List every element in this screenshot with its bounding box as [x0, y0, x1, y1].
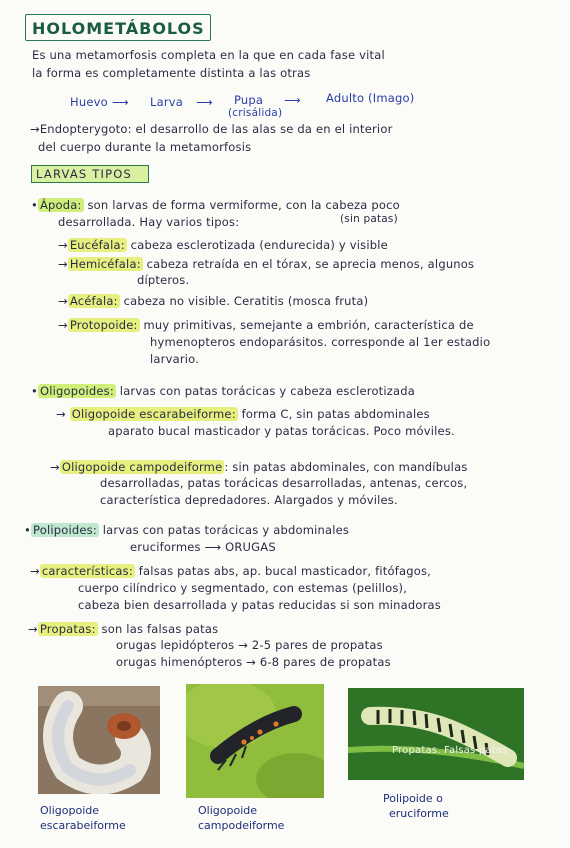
eucefala-label: Eucéfala:	[69, 238, 125, 252]
hemicefala-line-2: dípteros.	[137, 273, 190, 287]
page-title	[25, 14, 211, 41]
pro-line: → Propatas: son las falsas patas	[28, 622, 219, 636]
esc-label: Oligopoide escarabeiforme:	[71, 407, 236, 421]
poli-line: • Polipoides: larvas con patas torácicas y abdominales	[24, 523, 350, 537]
photo-escarabeiforme	[38, 686, 160, 794]
oligo-line: • Oligopoides: larvas con patas torácicas y cabeza esclerotizada	[31, 384, 416, 398]
intro-line-1: Es una metamorfosis completa en la que en cada fase vital	[32, 48, 385, 62]
intro-line-2: la forma es completamente distinta a las otras	[32, 66, 311, 80]
caterpillar-illustration	[348, 688, 524, 780]
caption-line: Polipoide o	[383, 792, 443, 805]
esc-text: forma C, sin patas abdominales	[237, 407, 430, 421]
poli-label: Polipoides:	[32, 523, 97, 537]
endo-line-2: del cuerpo durante la metamorfosis	[38, 140, 252, 154]
caption-eruciforme	[383, 791, 449, 821]
camp-line-3: característica depredadores. Alargados y móviles.	[100, 493, 398, 507]
oligo-text: larvas con patas torácicas y cabeza esclerotizada	[115, 384, 416, 398]
caption-escarabeiforme	[40, 803, 126, 833]
endo-line-1: →Endopterygoto: el desarrollo de las alas se da en el interior	[30, 122, 393, 136]
caption-line: Oligopoide	[198, 804, 258, 817]
photo-campodeiforme	[186, 684, 324, 798]
esc-line: → Oligopoide escarabeiforme: forma C, sin patas abdominales	[56, 407, 430, 421]
car-line-2: cuerpo cilíndrico y segmentado, con estemas (pelillos),	[78, 581, 408, 595]
protopoide-text: muy primitivas, semejante a embrión, característica de	[139, 318, 474, 332]
pro-line-2: orugas lepidópteros → 2-5 pares de propatas	[116, 638, 383, 652]
poli-text: larvas con patas torácicas y abdominales	[98, 523, 350, 537]
camp-line-2: desarrolladas, patas torácicas desarrolladas, antenas, cercos,	[100, 476, 468, 490]
caption-line: Oligopoide	[40, 804, 100, 817]
caption-line: eruciforme	[389, 807, 449, 820]
camp-label: Oligopoide campodeiforme	[61, 460, 223, 474]
protopoide-line-3: larvario.	[150, 352, 200, 366]
acefala-line: → Acéfala: cabeza no visible. Ceratitis (mosca fruta)	[58, 294, 369, 308]
protopoide-label: Protopoide:	[69, 318, 138, 332]
stage-huevo: Huevo	[70, 95, 108, 109]
car-text: falsas patas abs, ap. bucal masticador, fitófagos,	[134, 564, 432, 578]
stage-crisalida: (crisálida)	[228, 107, 283, 119]
bullet: •	[31, 198, 38, 212]
esc-line-2: aparato bucal masticador y patas torácicas. Poco móviles.	[108, 424, 455, 438]
section-heading-text: LARVAS TIPOS	[36, 167, 132, 181]
eucefala-text: cabeza esclerotizada (endurecida) y visible	[126, 238, 388, 252]
page-title-text: HOLOMETÁBOLOS	[32, 19, 205, 38]
apoda-sinpatas: (sin patas)	[340, 213, 398, 225]
camp-text: : sin patas abdominales, con mandíbulas	[224, 460, 468, 474]
acefala-label: Acéfala:	[69, 294, 118, 308]
hemicefala-text: cabeza retraída en el tórax, se aprecia menos, algunos	[142, 257, 475, 271]
car-line-3: cabeza bien desarrollada y patas reducidas si son minadoras	[78, 598, 441, 612]
stage-arrow-2: ⟶	[196, 95, 213, 109]
protopoide-line: → Protopoide: muy primitivas, semejante a embrión, característica de	[58, 318, 474, 332]
stage-adulto: Adulto (Imago)	[326, 91, 415, 105]
protopoide-line-2: hymenopteros endoparásitos. corresponde al 1er estadio	[150, 335, 491, 349]
pro-label: Propatas:	[39, 622, 96, 636]
acefala-text: cabeza no visible. Ceratitis (mosca fruta)	[119, 294, 369, 308]
caption-line: campodeiforme	[198, 819, 285, 832]
section-heading	[31, 165, 149, 183]
photo-label: Propatas. Falsas patas	[392, 745, 508, 756]
hemicefala-label: Hemicéfala:	[69, 257, 141, 271]
photo-eruciforme	[348, 688, 524, 780]
pro-text: son las falsas patas	[97, 622, 219, 636]
ladybird-larva-illustration	[186, 684, 324, 798]
car-label: características:	[41, 564, 133, 578]
grub-illustration	[38, 686, 160, 794]
caption-line: escarabeiforme	[40, 819, 126, 832]
apoda-text: son larvas de forma vermiforme, con la cabeza poco	[83, 198, 400, 212]
camp-line: → Oligopoide campodeiforme : sin patas abdominales, con mandíbulas	[50, 460, 468, 474]
apoda-line-2: desarrollada. Hay varios tipos:	[58, 215, 240, 229]
stage-arrow-1: ⟶	[112, 95, 129, 109]
stage-pupa: Pupa	[234, 93, 264, 107]
stage-larva: Larva	[150, 95, 184, 109]
oligo-label: Oligopoides:	[39, 384, 114, 398]
eucefala-line: → Eucéfala: cabeza esclerotizada (endurecida) y visible	[58, 238, 388, 252]
hemicefala-line: → Hemicéfala: cabeza retraída en el tórax, se aprecia menos, algunos	[58, 257, 475, 271]
pro-line-3: orugas himenópteros → 6-8 pares de propatas	[116, 655, 391, 669]
apoda-label: Ápoda:	[39, 198, 82, 212]
car-line: → características: falsas patas abs, ap. bucal masticador, fitófagos,	[30, 564, 432, 578]
stage-arrow-3: ⟶	[284, 93, 301, 107]
apoda-line-1	[31, 198, 400, 212]
poli-line-2: eruciformes ⟶ ORUGAS	[130, 540, 276, 554]
caption-campodeiforme	[198, 803, 284, 833]
